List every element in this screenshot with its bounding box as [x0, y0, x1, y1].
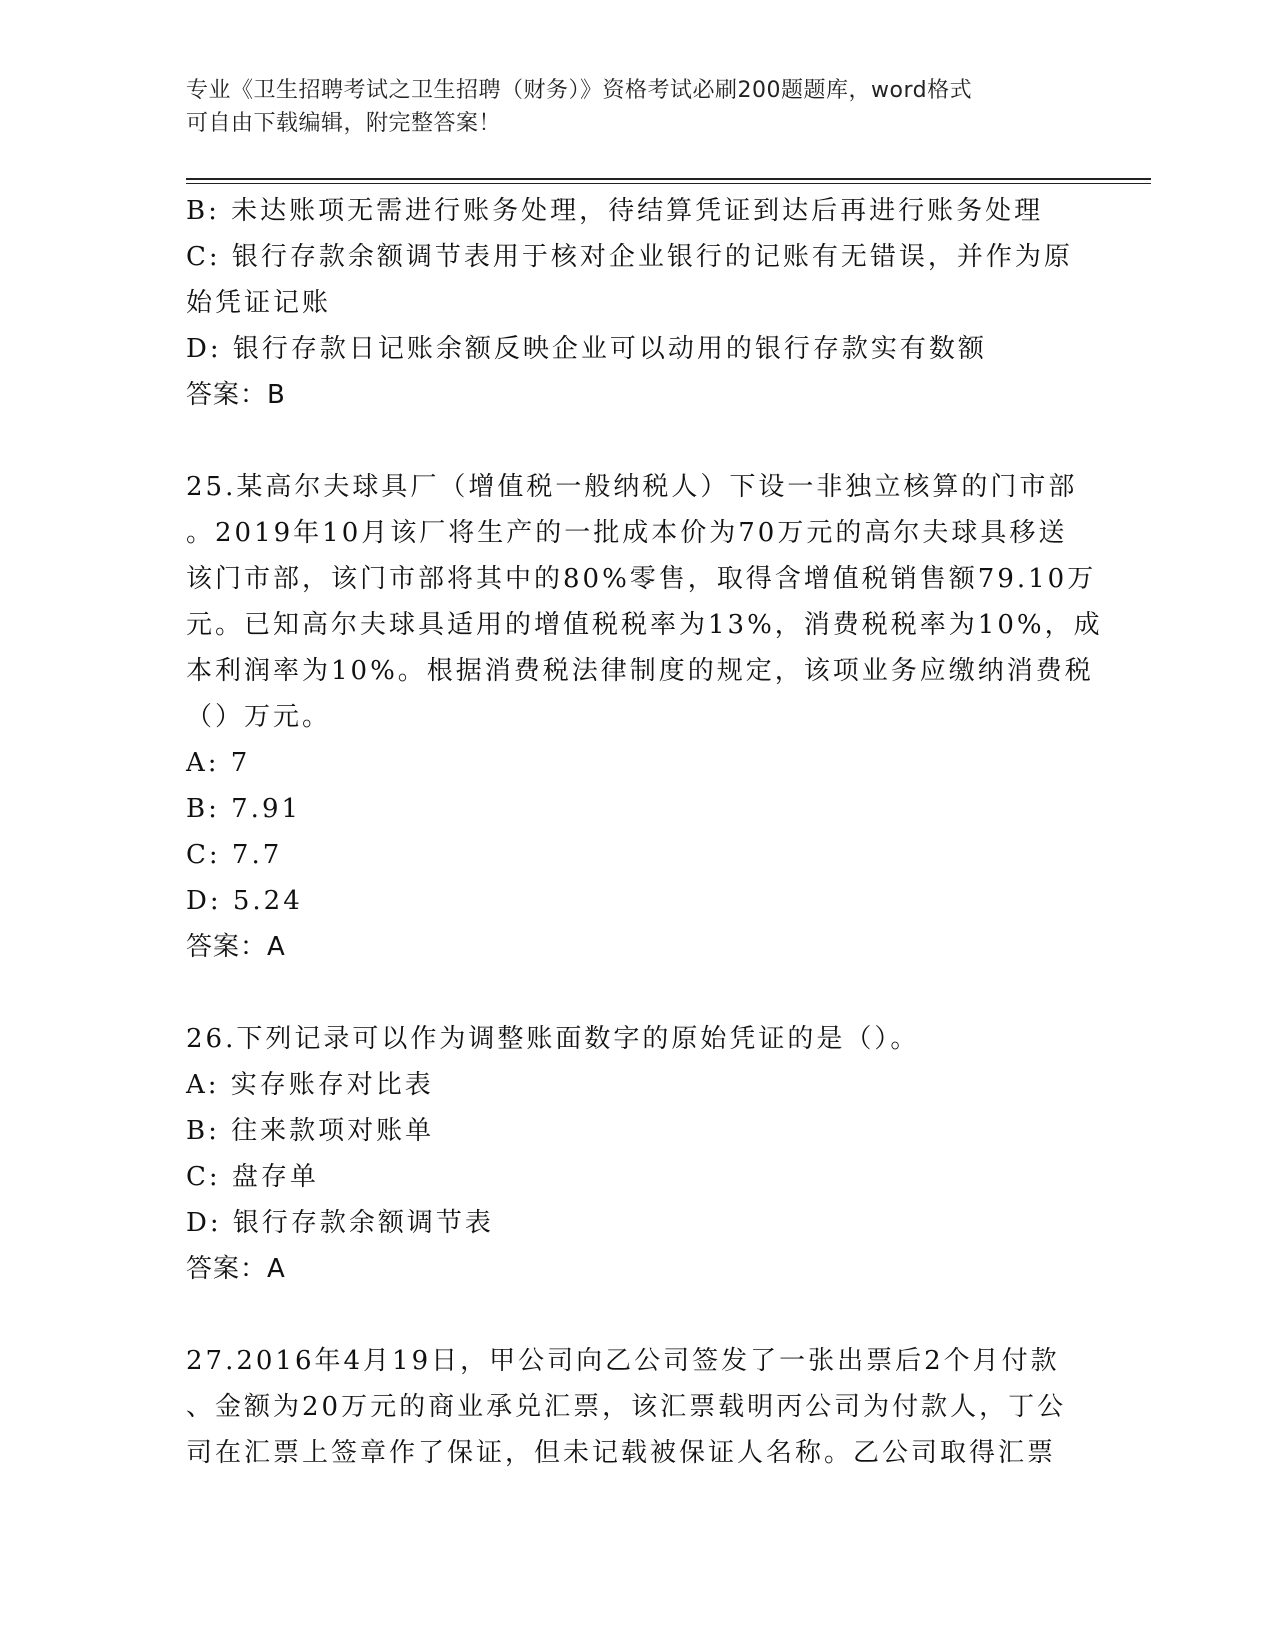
question-text: （）万元。 [186, 702, 332, 732]
question-text: 、金额为20万元的商业承兑汇票，该汇票载明丙公司为付款人，丁公 [186, 1392, 1067, 1422]
option-c: C: 银行存款余额调节表用于核对企业银行的记账有无错误，并作为原 [186, 242, 1073, 272]
question-text: 25.某高尔夫球具厂（增值税一般纳税人）下设一非独立核算的门市部 [186, 472, 1078, 502]
question-text: 27.2016年4月19日，甲公司向乙公司签发了一张出票后2个月付款 [186, 1346, 1060, 1376]
option-c: C: 盘存单 [186, 1162, 319, 1192]
question-25 [186, 464, 1103, 970]
option-a: A: 实存账存对比表 [186, 1070, 434, 1100]
header-rule-thick [186, 178, 1151, 180]
question-text: 元。已知高尔夫球具适用的增值税税率为13%，消费税税率为10%，成 [186, 610, 1103, 640]
option-d: D: 银行存款余额调节表 [186, 1208, 494, 1238]
question-24-continued [186, 188, 1086, 418]
option-d: D: 银行存款日记账余额反映企业可以动用的银行存款实有数额 [186, 334, 987, 364]
document-body [186, 188, 1103, 1476]
question-text: 司在汇票上签章作了保证，但未记载被保证人名称。乙公司取得汇票 [186, 1438, 1057, 1468]
option-c: C: 7.7 [186, 840, 283, 870]
option-b: B: 往来款项对账单 [186, 1116, 435, 1146]
header-rule-thin [186, 183, 1151, 184]
question-text: 。2019年10月该厂将生产的一批成本价为70万元的高尔夫球具移送 [186, 518, 1068, 548]
option-d: D: 5.24 [186, 886, 303, 916]
header-line-1: 专业《卫生招聘考试之卫生招聘（财务）》资格考试必刷200题题库，word格式 [186, 78, 973, 103]
answer: 答案：A [186, 1254, 286, 1284]
option-b: B: 7.91 [186, 794, 302, 824]
question-text: 26.下列记录可以作为调整账面数字的原始凭证的是（）。 [186, 1024, 920, 1054]
question-27 [186, 1338, 1086, 1476]
document-header [186, 74, 1066, 140]
option-a: A: 7 [186, 748, 251, 778]
question-text: 该门市部，该门市部将其中的80%零售，取得含增值税销售额79.10万 [186, 564, 1097, 594]
question-text: 本利润率为10%。根据消费税法律制度的规定，该项业务应缴纳消费税 [186, 656, 1094, 686]
option-c-continued: 始凭证记账 [186, 288, 332, 318]
answer: 答案：B [186, 380, 286, 410]
header-line-2: 可自由下载编辑，附完整答案！ [186, 111, 502, 136]
option-b: B: 未达账项无需进行账务处理，待结算凭证到达后再进行账务处理 [186, 196, 1044, 226]
question-26 [186, 1016, 1086, 1292]
answer: 答案：A [186, 932, 286, 962]
